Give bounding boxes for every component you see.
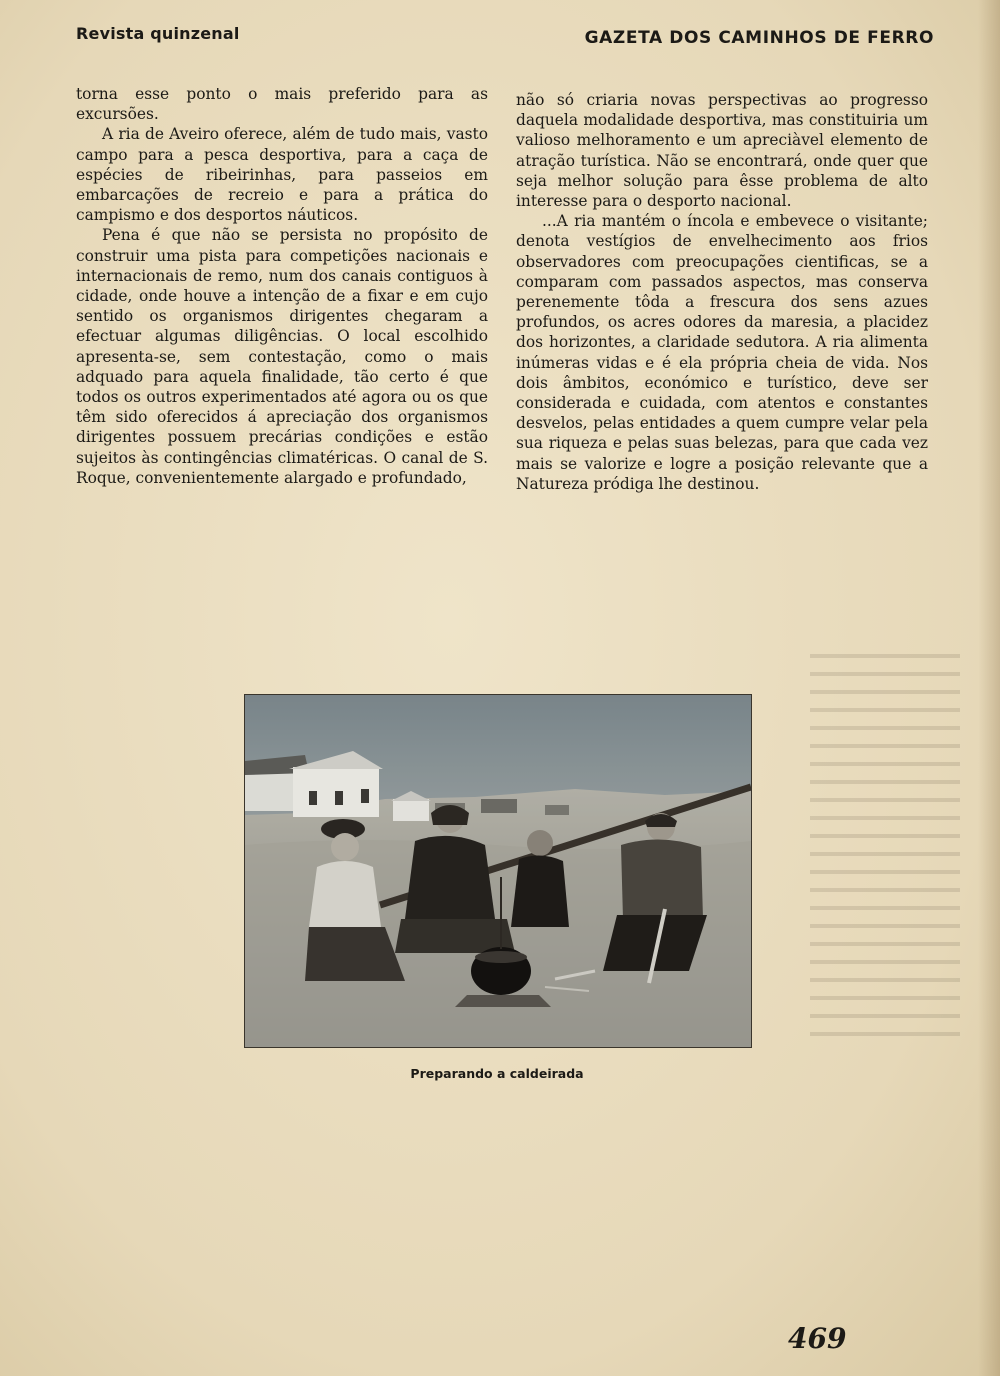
header-publication-title: GAZETA DOS CAMINHOS DE FERRO xyxy=(584,28,934,48)
article-right-column xyxy=(516,90,928,494)
bleed-through-text xyxy=(810,640,960,1160)
page-number: 469 xyxy=(788,1322,847,1355)
page-edge-shadow xyxy=(978,0,1000,1376)
paragraph: não só criaria novas perspectivas ao progresso daquela modalidade desportiva, mas constituiria um valioso melhoramento e um apreciàvel elemento de atração turística. Não se encontrará, onde quer que seja melhor solução para êsse problema de alto interesse para o desporto nacional. xyxy=(516,91,928,211)
paragraph: ...A ria mantém o íncola e embevece o visitante; denota vestígios de envelhecimento aos frios observadores com preocupações cientificas, se a comparam com passados aspectos, mas conserva perenemente tôda a frescura dos sens azues profundos, os acres odores da maresia, a placidez dos horizontes, a claridade sedutora. A ria alimenta inúmeras vidas e é ela própria cheia de vida. Nos dois âmbitos, económico e turístico, deve ser considerada e cuidada, com atentos e constantes desvelos, pelas entidades a quem cumpre velar pela sua riqueza e pelas suas belezas, para que cada vez mais se valorize e logre a posição relevante que a Natureza pródiga lhe destinou. xyxy=(516,212,928,493)
header-publication-frequency: Revista quinzenal xyxy=(76,24,240,43)
photo-illustration xyxy=(245,695,751,1047)
article-left-column xyxy=(76,84,488,488)
paragraph: torna esse ponto o mais preferido para as excursões. xyxy=(76,85,488,124)
photograph-caldeirada xyxy=(244,694,752,1048)
paragraph: Pena é que não se persista no propósito de construir uma pista para competições nacionais e internacionais de remo, num dos canais contiguos à cidade, onde houve a intenção de a fixar e em cujo sentido os organismos dirigentes chegaram a efectuar algumas diligências. O local escolhido apresenta-se, sem contestação, como o mais adquado para aquela finalidade, tão certo é que todos os outros experimentados até agora ou os que têm sido oferecidos á apreciação dos organismos dirigentes possuem precárias condições e estão sujeitos às contingências climatéricas. O canal de S. Roque, convenientemente alargado e profundado, xyxy=(76,226,488,487)
photo-caption: Preparando a caldeirada xyxy=(410,1066,584,1081)
paragraph: A ria de Aveiro oferece, além de tudo mais, vasto campo para a pesca desportiva, para a caça de espécies de ribeirinhas, para passeios em embarcações de recreio e para a prática do campismo e dos desportos náuticos. xyxy=(76,125,488,225)
